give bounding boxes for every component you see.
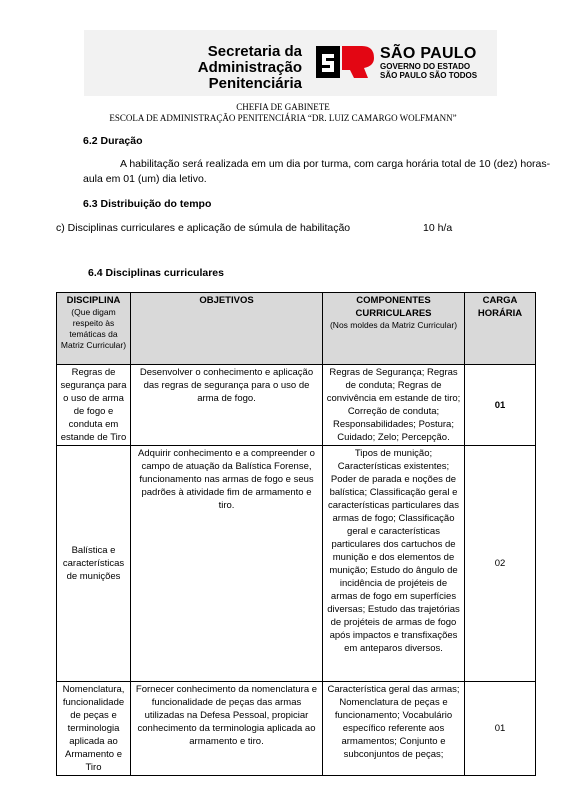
secretaria-line1: Secretaria da (207, 43, 302, 60)
header-disciplina-label: DISCIPLINA (66, 295, 121, 306)
row2-componentes: Tipos de munição; Características existentes; Poder de parada e noções de balística; Classificação geral e características particulares das armas de fogo; Classificação geral e características particulares dos cartuchos de munição e dos elementos de munição; Estudo do ângulo de incidência de projéteis de armas de fogo em superfícies diversas; Estudo das trajetórias de projéteis de armas de fogo após impactos e transfixações em anteparos diversos. (323, 446, 465, 682)
header-objetivos: OBJETIVOS (131, 293, 323, 365)
chefia-line2: ESCOLA DE ADMINISTRAÇÃO PENITENCIÁRIA “DR. LUIZ CAMARGO WOLFMANN” (109, 113, 457, 123)
sp-title: SÃO PAULO (380, 45, 477, 62)
sp-subtitle-1: GOVERNO DO ESTADO (380, 62, 471, 71)
table-row (57, 446, 536, 682)
sp-logo-text (380, 46, 477, 80)
row2-carga: 02 (465, 446, 536, 682)
header-componentes-label: COMPONENTES CURRICULARES (355, 295, 432, 319)
header-componentes (323, 293, 465, 365)
section-6-3-item: c) Disciplinas curriculares e aplicação de súmula de habilitação (56, 222, 351, 234)
row3-carga: 01 (465, 682, 536, 776)
header-disciplina (57, 293, 131, 365)
secretaria-line2: Administração Penitenciária (197, 59, 302, 92)
header-banner (84, 30, 497, 96)
row3-objetivos: Fornecer conhecimento da nomenclatura e funcionalidade de peças das armas utilizadas na Defesa Pessoal, propiciar conhecimento da terminologia aplicada ao armamento e tiro. (131, 682, 323, 776)
section-6-3-hours: 10 h/a (423, 222, 453, 234)
table-row (57, 682, 536, 776)
section-6-2-text-line2: aula em 01 (um) dia letivo. (83, 173, 207, 185)
row3-componentes: Característica geral das armas; Nomenclatura de peças e funcionamento; Vocabulário específico referente aos armamentos; Conjunto e subconjuntos de peças; (323, 682, 465, 776)
row1-componentes: Regras de Segurança; Regras de conduta; Regras de convivência em estande de tiro; Correção de conduta; Responsabilidades; Postura; Cuidado; Zelo; Percepção. (323, 365, 465, 446)
row2-disciplina: Balística e características de munições (57, 446, 131, 682)
sp-map-logo-icon (316, 44, 374, 80)
section-6-2-text-line1: A habilitação será realizada em um dia por turma, com carga horária total de 10 (dez) horas- (120, 158, 551, 170)
chefia-header (0, 102, 566, 124)
disciplines-table (56, 292, 536, 776)
section-6-3-title: 6.3 Distribuição do tempo (83, 198, 212, 210)
header-componentes-sub: (Nos moldes da Matriz Curricular) (329, 320, 458, 330)
sp-subtitle-2: SÃO PAULO SÃO TODOS (380, 71, 478, 80)
row1-carga: 01 (465, 365, 536, 446)
header-carga: CARGA HORÁRIA (465, 293, 536, 365)
header-disciplina-sub: (Que digam respeito às temáticas da Matriz Curricular) (60, 307, 127, 350)
row3-disciplina: Nomenclatura, funcionalidade de peças e terminologia aplicada ao Armamento e Tiro (57, 682, 131, 776)
table-header-row (57, 293, 536, 365)
section-6-4-title: 6.4 Disciplinas curriculares (88, 267, 224, 279)
secretaria-logo-text (110, 44, 302, 92)
row1-objetivos: Desenvolver o conhecimento e aplicação das regras de segurança para o uso de arma de fogo. (131, 365, 323, 446)
row1-disciplina: Regras de segurança para o uso de arma de fogo e conduta em estande de Tiro (57, 365, 131, 446)
chefia-line1: CHEFIA DE GABINETE (236, 102, 330, 112)
row2-objetivos: Adquirir conhecimento e a compreender o campo de atuação da Balística Forense, funcionamento nas armas de fogo e seus padrões à atividade fim de armamento e tiro. (131, 446, 323, 682)
table-row (57, 365, 536, 446)
section-6-2-title: 6.2 Duração (83, 135, 143, 147)
